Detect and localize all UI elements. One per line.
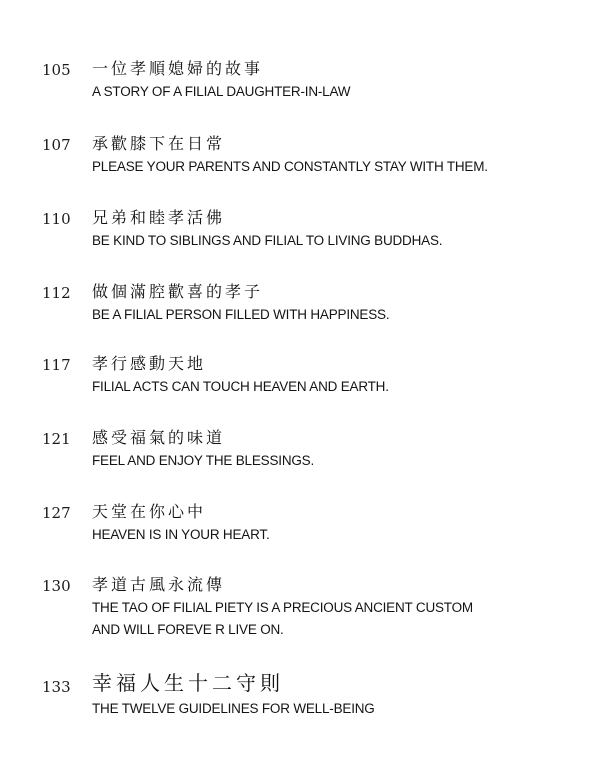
page-number: 127	[42, 504, 71, 522]
english-title	[92, 450, 314, 472]
english-title-line: THE TAO OF FILIAL PIETY IS A PRECIOUS ANCIENT CUSTOM	[92, 600, 473, 615]
english-title	[92, 597, 473, 641]
english-title	[92, 524, 270, 546]
english-title	[92, 376, 389, 398]
english-title-line: HEAVEN IS IN YOUR HEART.	[92, 527, 270, 542]
english-title-line: PLEASE YOUR PARENTS AND CONSTANTLY STAY WITH THEM.	[92, 159, 488, 174]
page-number: 130	[42, 577, 71, 595]
chinese-title: 承歡膝下在日常	[92, 134, 226, 153]
page-number: 121	[42, 430, 71, 448]
english-title-line: BE A FILIAL PERSON FILLED WITH HAPPINESS.	[92, 307, 390, 322]
chinese-title: 一位孝順媳婦的故事	[92, 59, 264, 78]
chinese-title: 兄弟和睦孝活佛	[92, 208, 226, 227]
chinese-title: 感受福氣的味道	[92, 428, 226, 447]
english-title	[92, 304, 389, 326]
english-title-line: FILIAL ACTS CAN TOUCH HEAVEN AND EARTH.	[92, 379, 389, 394]
english-title-line: A STORY OF A FILIAL DAUGHTER-IN-LAW	[92, 84, 351, 99]
english-title	[92, 156, 488, 178]
english-title	[92, 81, 350, 103]
page-number: 117	[42, 356, 71, 374]
english-title-line: FEEL AND ENJOY THE BLESSINGS.	[92, 453, 315, 468]
english-title	[92, 698, 375, 720]
page-number: 105	[42, 61, 71, 79]
page-number: 112	[42, 284, 71, 302]
english-title-line: AND WILL FOREVE R LIVE ON.	[92, 622, 284, 637]
page-number: 107	[42, 136, 71, 154]
page-number: 133	[42, 678, 71, 696]
page-number: 110	[42, 210, 71, 228]
english-title	[92, 230, 442, 252]
chinese-title: 天堂在你心中	[92, 502, 207, 521]
chinese-title: 孝行感動天地	[92, 354, 207, 373]
english-title-line: BE KIND TO SIBLINGS AND FILIAL TO LIVING BUDDHAS.	[92, 233, 443, 248]
english-title-line: THE TWELVE GUIDELINES FOR WELL-BEING	[92, 701, 375, 716]
chinese-title: 做個滿腔歡喜的孝子	[92, 282, 264, 301]
chinese-title: 孝道古風永流傳	[92, 575, 226, 594]
chinese-title: 幸福人生十二守則	[92, 671, 284, 695]
